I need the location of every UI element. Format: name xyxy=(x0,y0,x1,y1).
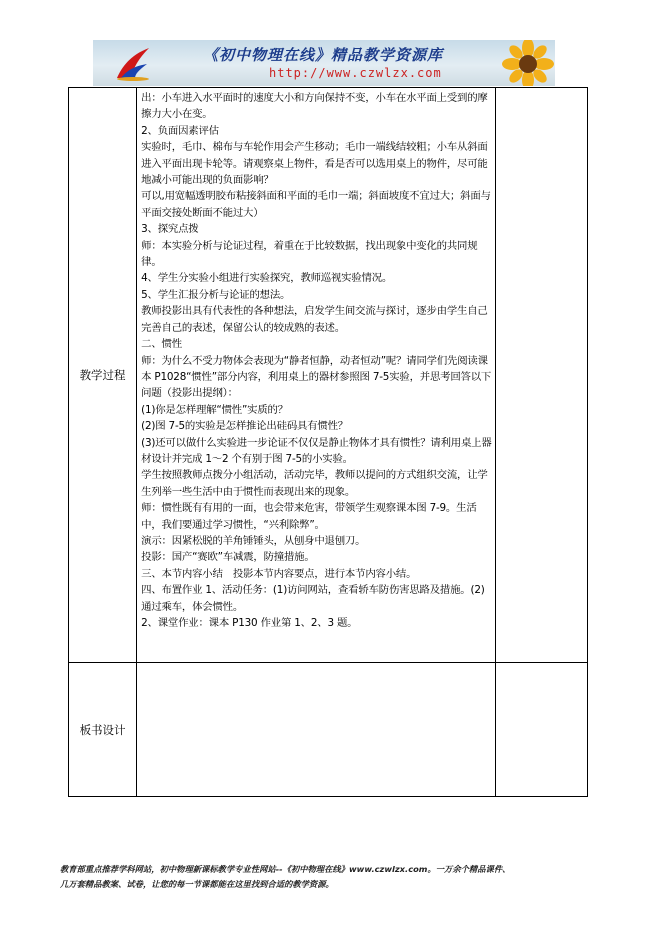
site-logo-icon xyxy=(113,44,153,82)
board-notes-cell xyxy=(496,663,588,797)
process-content xyxy=(137,88,496,663)
paragraph: (3)还可以做什么实验进一步论证不仅仅是静止物体才具有惯性？请利用桌上器材设计并完成 1～2 个有别于图 7-5的小实验。 xyxy=(141,436,492,465)
paragraph: 投影：国产“赛欧”车减震，防撞措施。 xyxy=(141,551,315,564)
board-content xyxy=(137,663,496,797)
paragraph: 可以,用宽幅透明胶布粘接斜面和平面的毛巾一端；斜面坡度不宜过大；斜面与平面交接处断面不能过大） xyxy=(141,190,491,219)
paragraph: 师：为什么不受力物体会表现为“静者恒静，动者恒动”呢？请同学们先阅读课本 P1028“惯性”部分内容，利用桌上的器材参照图 7-5实验，并思考回答以下问题（投影出提纲）： xyxy=(141,354,492,400)
row-label-process: 教学过程 xyxy=(69,88,137,663)
paragraph: 学生按照教师点拨分小组活动，活动完毕，教师以提问的方式组织交流，让学生列举一些生活中由于惯性而表现出来的现象。 xyxy=(141,469,488,498)
paragraph: 3、探究点拨 xyxy=(141,223,199,236)
row-label-board: 板书设计 xyxy=(69,663,137,797)
sunflower-icon xyxy=(497,40,555,86)
paragraph: 5、学生汇报分析与论证的想法。 xyxy=(141,288,291,301)
paragraph: 4、学生分实验小组进行实验探究，教师巡视实验情况。 xyxy=(141,272,393,285)
header-banner xyxy=(93,40,555,86)
paragraph: 三、本节内容小结 投影本节内容要点，进行本节内容小结。 xyxy=(141,567,417,580)
paragraph: 四、布置作业 1、活动任务：(1)访问网站，查看轿车防伤害思路及措施。(2)通过乘车，体会惯性。 xyxy=(141,584,485,613)
lesson-plan-table xyxy=(68,87,588,797)
paragraph: 师：惯性既有有用的一面，也会带来危害，带领学生观察课本图 7-9。生活中，我们要通过学习惯性，“兴利除弊”。 xyxy=(141,502,477,531)
footer-line-2: 几万套精品教案、试卷，让您的每一节课都能在这里找到合适的教学资源。 xyxy=(60,879,334,889)
paragraph: 2、课堂作业：课本 P130 作业第 1、2、3 题。 xyxy=(141,617,358,629)
paragraph: 二、惯性 xyxy=(141,338,182,351)
footer xyxy=(60,862,620,892)
paragraph: 实验时，毛巾、棉布与车轮作用会产生移动；毛巾一端线结较粗；小车从斜面进入平面出现卡轮等。请观察桌上物件，看是否可以选用桌上的物件，尽可能地减小可能出现的负面影响？ xyxy=(141,141,488,187)
table-row-process xyxy=(69,88,588,663)
banner-url: http://www.czwlzx.com xyxy=(269,66,442,80)
banner-title: 《初中物理在线》精品教学资源库 xyxy=(203,46,444,64)
paragraph: 教师投影出具有代表性的各种想法，启发学生间交流与探讨，逐步由学生自己完善自己的表述，保留公认的较成熟的表述。 xyxy=(141,305,488,334)
table-row-board xyxy=(69,663,588,797)
paragraph: (2)图 7-5的实验是怎样推论出硅码具有惯性？ xyxy=(141,420,348,433)
paragraph: 2、负面因素评估 xyxy=(141,124,219,137)
paragraph: 师：本实验分析与论证过程，着重在于比较数据，找出现象中变化的共同规律。 xyxy=(141,239,478,269)
paragraph: (1)你是怎样理解“惯性”实质的？ xyxy=(141,403,288,416)
notes-cell xyxy=(496,88,588,663)
footer-line-1: 教育部重点推荐学科网站，初中物理新课标教学专业性网站--《初中物理在线》www.czwlzx.com。一万余个精品课件、 xyxy=(60,864,511,874)
paragraph: 出：小车进入水平面时的速度大小和方向保持不变，小车在水平面上受到的摩擦力大小在变。 xyxy=(141,92,488,121)
paragraph: 演示：因紧松脱的羊角锤锤头，从刨身中退刨刀。 xyxy=(141,534,366,547)
